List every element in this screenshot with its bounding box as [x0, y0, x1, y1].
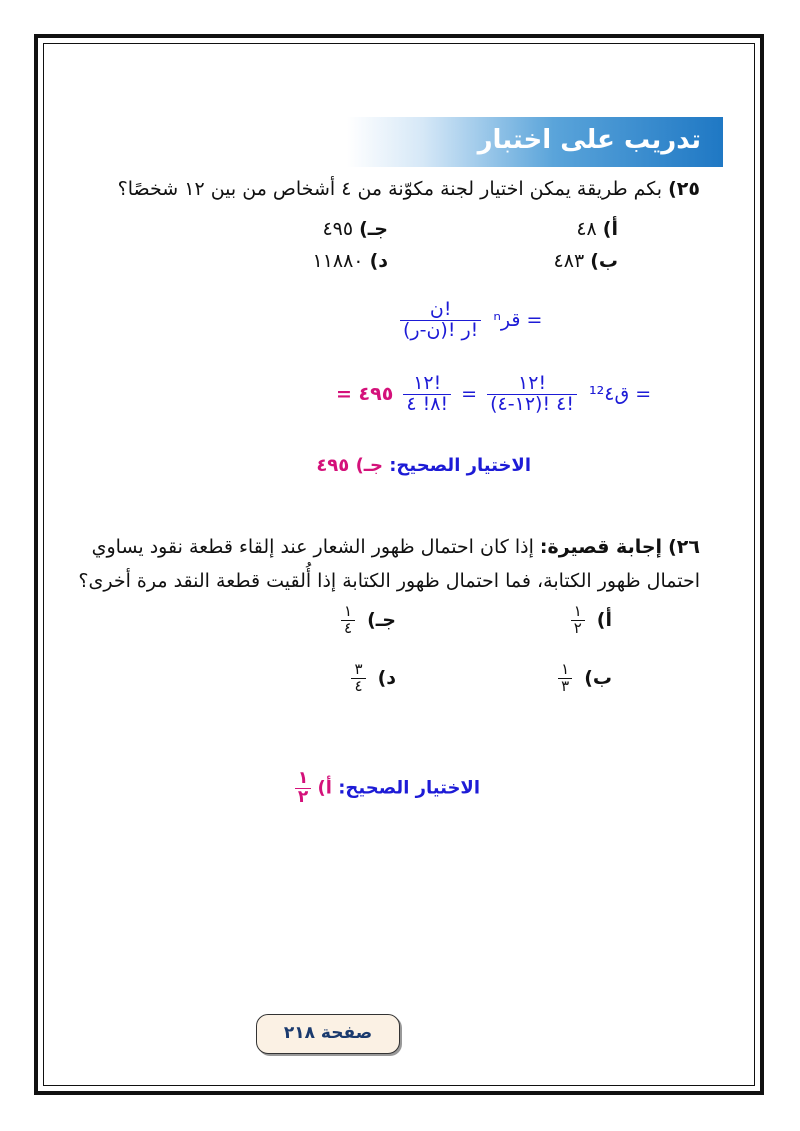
section-banner: [347, 117, 723, 167]
question-26-line-2: [78, 570, 700, 592]
q25-answer: [316, 455, 531, 476]
q25-option-a-label: أ): [602, 218, 618, 240]
q26-option-b[interactable]: [558, 662, 612, 695]
q26-answer: [295, 770, 480, 807]
q26-option-a-fraction: $\frac{١}{٢}$: [571, 604, 585, 637]
q26-option-a[interactable]: [571, 604, 612, 637]
q25-answer-label: الاختيار الصحيح:: [389, 455, 531, 476]
combination-formula: [400, 300, 542, 341]
question-25: [118, 178, 700, 200]
q25-answer-value: ٤٩٥: [316, 455, 350, 476]
q25-option-c-value: ٤٩٥: [322, 218, 354, 240]
question-26-text-1: إذا كان احتمال ظهور الشعار عند إلقاء قطعة نقود يساوي: [91, 536, 534, 558]
q26-option-c-fraction: $\frac{١}{٤}$: [341, 604, 355, 637]
calculation-lhs: ¹²ق٤ =: [589, 382, 652, 405]
combination-formula-lhs: ⁿقر =: [493, 308, 543, 331]
q26-answer-label: الاختيار الصحيح:: [338, 777, 480, 799]
question-26-type: إجابة قصيرة:: [539, 536, 663, 558]
q25-option-a-value: ٤٨: [576, 218, 597, 240]
q25-option-b-label: ب): [590, 250, 618, 272]
q25-answer-choice: جـ): [355, 455, 383, 476]
q26-answer-fraction: $\frac{١}{٢}$: [295, 770, 311, 807]
q25-option-b[interactable]: [554, 250, 618, 272]
page-number-box: [256, 1014, 400, 1054]
q25-option-b-value: ٤٨٣: [553, 250, 585, 272]
q26-option-c[interactable]: [341, 604, 396, 637]
q26-option-b-fraction: $\frac{١}{٣}$: [558, 662, 572, 695]
combination-formula-fraction: $\frac{\text{ن!}}{\text{(ن-ر)! ر!}}$: [400, 300, 481, 341]
q26-option-d[interactable]: [351, 662, 396, 695]
question-26: [92, 536, 700, 558]
question-26-text-2: احتمال ظهور الكتابة، فما احتمال ظهور الكتابة إذا أُلقيت قطعة النقد مرة أخرى؟: [78, 570, 700, 592]
calculation-fraction-1: $\frac{١٢!}{(١٢-٤)! ٤!}$: [487, 374, 577, 415]
q25-option-c-label: جـ): [359, 218, 388, 240]
q25-option-d[interactable]: [312, 250, 388, 272]
q25-option-d-value: ١١٨٨٠: [312, 250, 364, 272]
question-25-text: بكم طريقة يمكن اختيار لجنة مكوّنة من ٤ أشخاص من بين ١٢ شخصًا؟: [117, 178, 663, 200]
combination-calculation: = ٤٩٥ $\frac{١٢!}{٨! ٤!}$ = $\frac{١٢!}{(١٢-٤)! ٤!}$ ¹²ق٤ =: [336, 372, 652, 415]
q26-option-d-fraction: $\frac{٣}{٤}$: [351, 662, 365, 695]
q25-option-d-label: د): [369, 250, 388, 272]
q26-answer-choice: أ): [317, 777, 332, 799]
q26-option-b-label: ب): [584, 666, 612, 689]
q26-option-c-label: جـ): [367, 608, 396, 631]
calculation-result: = ٤٩٥: [336, 382, 394, 405]
q25-option-c[interactable]: [322, 218, 388, 240]
q25-option-a[interactable]: [576, 218, 618, 240]
q26-option-a-label: أ): [596, 608, 612, 631]
question-26-number: ٢٦): [668, 536, 700, 558]
page-number: صفحة ٢١٨: [283, 1023, 373, 1043]
question-25-number: ٢٥): [668, 178, 700, 200]
section-title: تدريب على اختبار: [477, 125, 701, 155]
calculation-fraction-2: $\frac{١٢!}{٨! ٤!}$: [403, 374, 451, 415]
q26-option-d-label: د): [377, 666, 396, 689]
